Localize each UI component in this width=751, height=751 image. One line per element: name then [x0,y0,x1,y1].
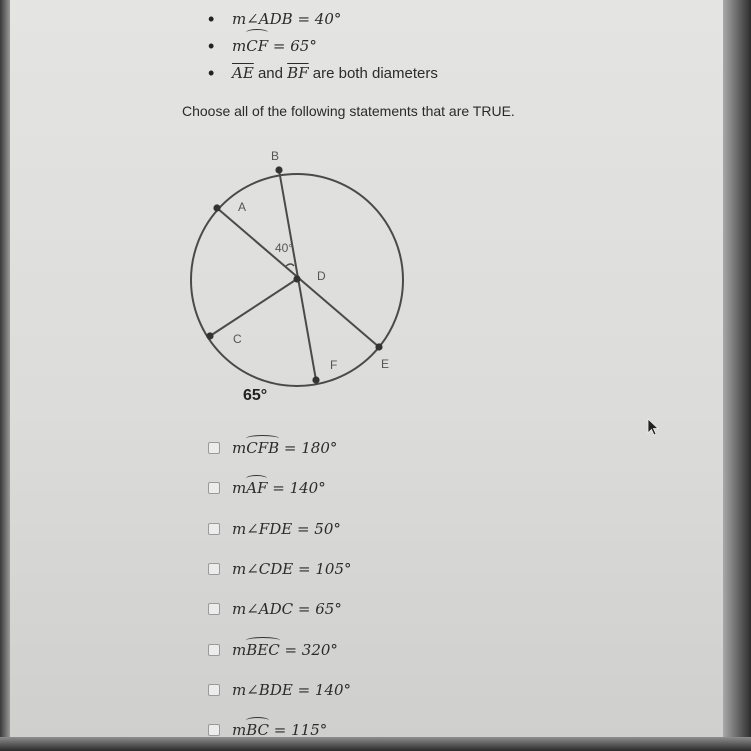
option-checkbox[interactable] [208,482,220,494]
point-c [206,332,213,339]
label-f: F [330,358,338,372]
option-checkbox[interactable] [208,563,220,575]
option-angle-adc[interactable]: m∠ADC = 65° [208,589,352,629]
angle-arc-adb [286,264,294,266]
photo-frame-left [0,0,10,751]
label-d: D [317,269,326,283]
option-arc-bc[interactable]: mBC = 115° [208,710,352,750]
option-arc-af[interactable]: mAF = 140° [208,468,352,508]
circle-diagram [170,140,430,415]
given-diameters: • $\overline{AE}$ and $\overline{BF}$ are both diameters [206,60,438,87]
angle-label: 40° [275,241,294,255]
point-e [375,343,382,350]
answer-options [208,428,352,750]
label-c: C [233,332,242,346]
given-arc-cf: • mCF = 65° [206,33,438,60]
option-arc-bec[interactable]: mBEC = 320° [208,629,352,669]
point-f [312,376,319,383]
arc-label: 65° [243,387,268,404]
point-d [293,275,300,282]
option-checkbox[interactable] [208,603,220,615]
option-checkbox[interactable] [208,442,220,454]
option-arc-cfb[interactable]: mCFB = 180° [208,428,352,468]
diameter-bf [279,170,316,380]
option-angle-fde[interactable]: m∠FDE = 50° [208,509,352,549]
photo-frame-bottom [0,737,751,751]
given-list [206,6,438,87]
label-b: B [271,149,280,163]
photo-frame-right [723,0,751,751]
option-angle-cde[interactable]: m∠CDE = 105° [208,549,352,589]
option-checkbox[interactable] [208,644,220,656]
option-angle-bde[interactable]: m∠BDE = 140° [208,670,352,710]
label-e: E [381,357,390,371]
radius-dc [210,279,297,336]
option-checkbox[interactable] [208,684,220,696]
point-b [275,166,282,173]
given-angle-adb: • m∠ADB = 40° [206,6,438,33]
label-a: A [238,200,247,214]
option-checkbox[interactable] [208,724,220,736]
option-checkbox[interactable] [208,523,220,535]
question-page [10,0,723,740]
question-prompt: Choose all of the following statements that are TRUE. [182,103,515,119]
mouse-cursor-icon [646,418,660,436]
point-a [213,204,220,211]
